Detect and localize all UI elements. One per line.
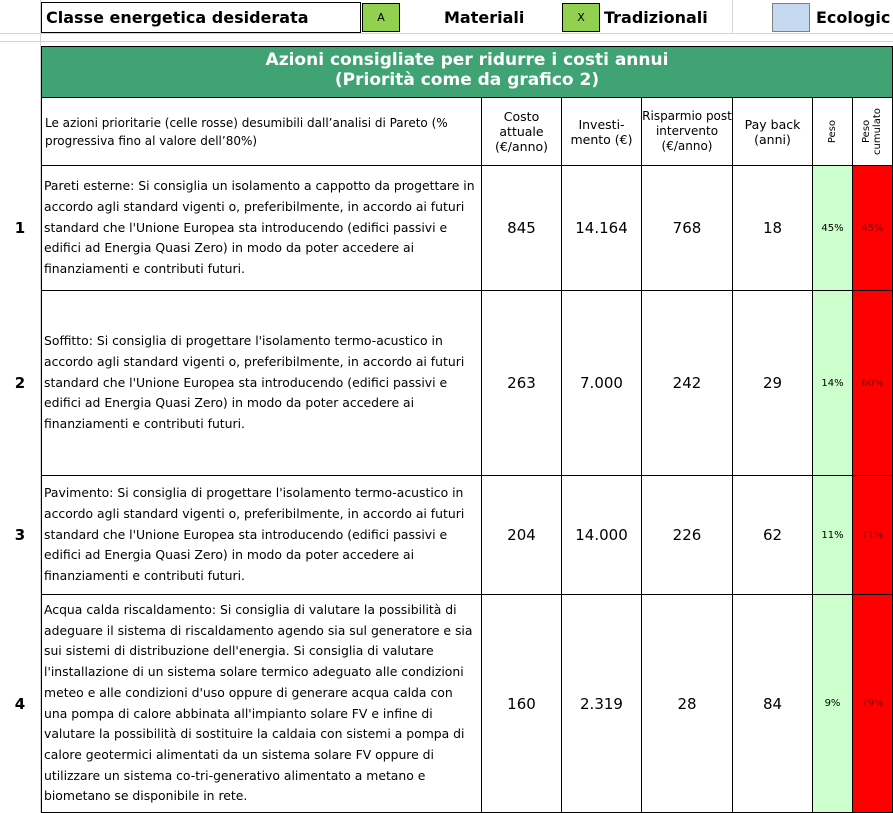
header-investimento: Investi-mento (€) [561, 97, 642, 166]
row-peso: 11% [812, 475, 853, 595]
row-peso-cumulato: 79% [852, 594, 893, 813]
row-investimento: 2.319 [561, 594, 642, 813]
classe-energetica-value[interactable]: A [362, 3, 400, 32]
header-peso [812, 97, 853, 166]
row-number: 1 [14, 219, 26, 237]
row-risparmio: 768 [641, 165, 733, 291]
grid-line [0, 33, 893, 34]
row-description: Pavimento: Si consiglia di progettare l'isolamento termo-acustico in accordo agli standard vigenti o, preferibilmente, in accordo ai futuri standard che l'Unione Europea sta introducendo (edifici passivi e edifici ad Energia Quasi Zero) in modo da poter accedere ai finanziamenti e contributi futuri. [41, 475, 482, 595]
row-investimento: 7.000 [561, 290, 642, 476]
row-investimento: 14.164 [561, 165, 642, 291]
row-risparmio: 242 [641, 290, 733, 476]
materiali-label: Materiali [444, 8, 525, 27]
tradizionali-label: Tradizionali [604, 8, 708, 27]
header-peso-cumulato [852, 97, 893, 166]
row-payback: 29 [732, 290, 813, 476]
header-costo-attuale: Costo attuale (€/anno) [481, 97, 562, 166]
row-description: Pareti esterne: Si consiglia un isolamento a cappotto da progettare in accordo agli standard vigenti o, preferibilmente, in accordo ai futuri standard che l'Unione Europea sta introducendo (edifici passivi e edifici ad Energia Quasi Zero) in modo da poter accedere ai finanziamenti e contributi futuri. [41, 165, 482, 291]
row-number: 2 [14, 374, 26, 392]
header-peso-text: Peso [827, 119, 838, 144]
header-payback: Pay back (anni) [732, 97, 813, 166]
header-risparmio: Risparmio post intervento (€/anno) [641, 97, 733, 166]
row-costo: 204 [481, 475, 562, 595]
row-costo: 160 [481, 594, 562, 813]
row-peso-cumulato: 60% [852, 290, 893, 476]
ecologici-label: Ecologic [816, 8, 891, 27]
row-number: 4 [14, 694, 26, 713]
table-title [41, 46, 893, 98]
row-risparmio: 226 [641, 475, 733, 595]
table-title-line2: (Priorità come da grafico 2) [334, 70, 600, 90]
classe-energetica-label: Classe energetica desiderata [41, 2, 361, 33]
row-peso-cumulato: 45% [852, 165, 893, 291]
row-risparmio: 28 [641, 594, 733, 813]
row-costo: 263 [481, 290, 562, 476]
materiali-value[interactable]: X [562, 3, 600, 32]
grid-line [732, 0, 733, 33]
row-description: Soffitto: Si consiglia di progettare l'isolamento termo-acustico in accordo agli standard vigenti o, preferibilmente, in accordo ai futuri standard che l'Unione Europea sta introducendo (edifici passivi e edifici ad Energia Quasi Zero) in modo da poter accedere ai finanziamenti e contributi futuri. [41, 290, 482, 476]
header-description: Le azioni prioritarie (celle rosse) desumibili dall’analisi di Pareto (% progressiva fino al valore dell’80%) [41, 97, 482, 166]
header-peso-cumulato-text: Peso cumulato [860, 108, 883, 155]
row-peso-cumulato: 71% [852, 475, 893, 595]
ecologici-checkbox[interactable] [772, 3, 810, 32]
grid-line [0, 41, 893, 42]
row-payback: 84 [732, 594, 813, 813]
row-investimento: 14.000 [561, 475, 642, 595]
table-title-line1: Azioni consigliate per ridurre i costi annui [265, 50, 669, 70]
row-peso: 14% [812, 290, 853, 476]
row-payback: 62 [732, 475, 813, 595]
row-costo: 845 [481, 165, 562, 291]
row-description: Acqua calda riscaldamento: Si consiglia di valutare la possibilità di adeguare il sistema di riscaldamento agendo sia sul generatore e sia sui sistemi di distribuzione dell'energia. Si consiglia di valutare l'installazione di un sistema solare termico adeguato alle condizioni meteo e alle condizioni d'uso oppure di generare acqua calda con una pompa di calore abbinata all'impianto solare FV e infine di valutare la possibilità di sostituire la caldaia con sistemi a pompa di calore geotermici alimentati da un sistema solare FV oppure di utilizzare un sistema co-tri-generativo alimentato a metano e biometano se disponibile in rete. [41, 594, 482, 813]
row-payback: 18 [732, 165, 813, 291]
row-peso: 45% [812, 165, 853, 291]
row-peso: 9% [812, 594, 853, 813]
row-number: 3 [14, 526, 26, 544]
